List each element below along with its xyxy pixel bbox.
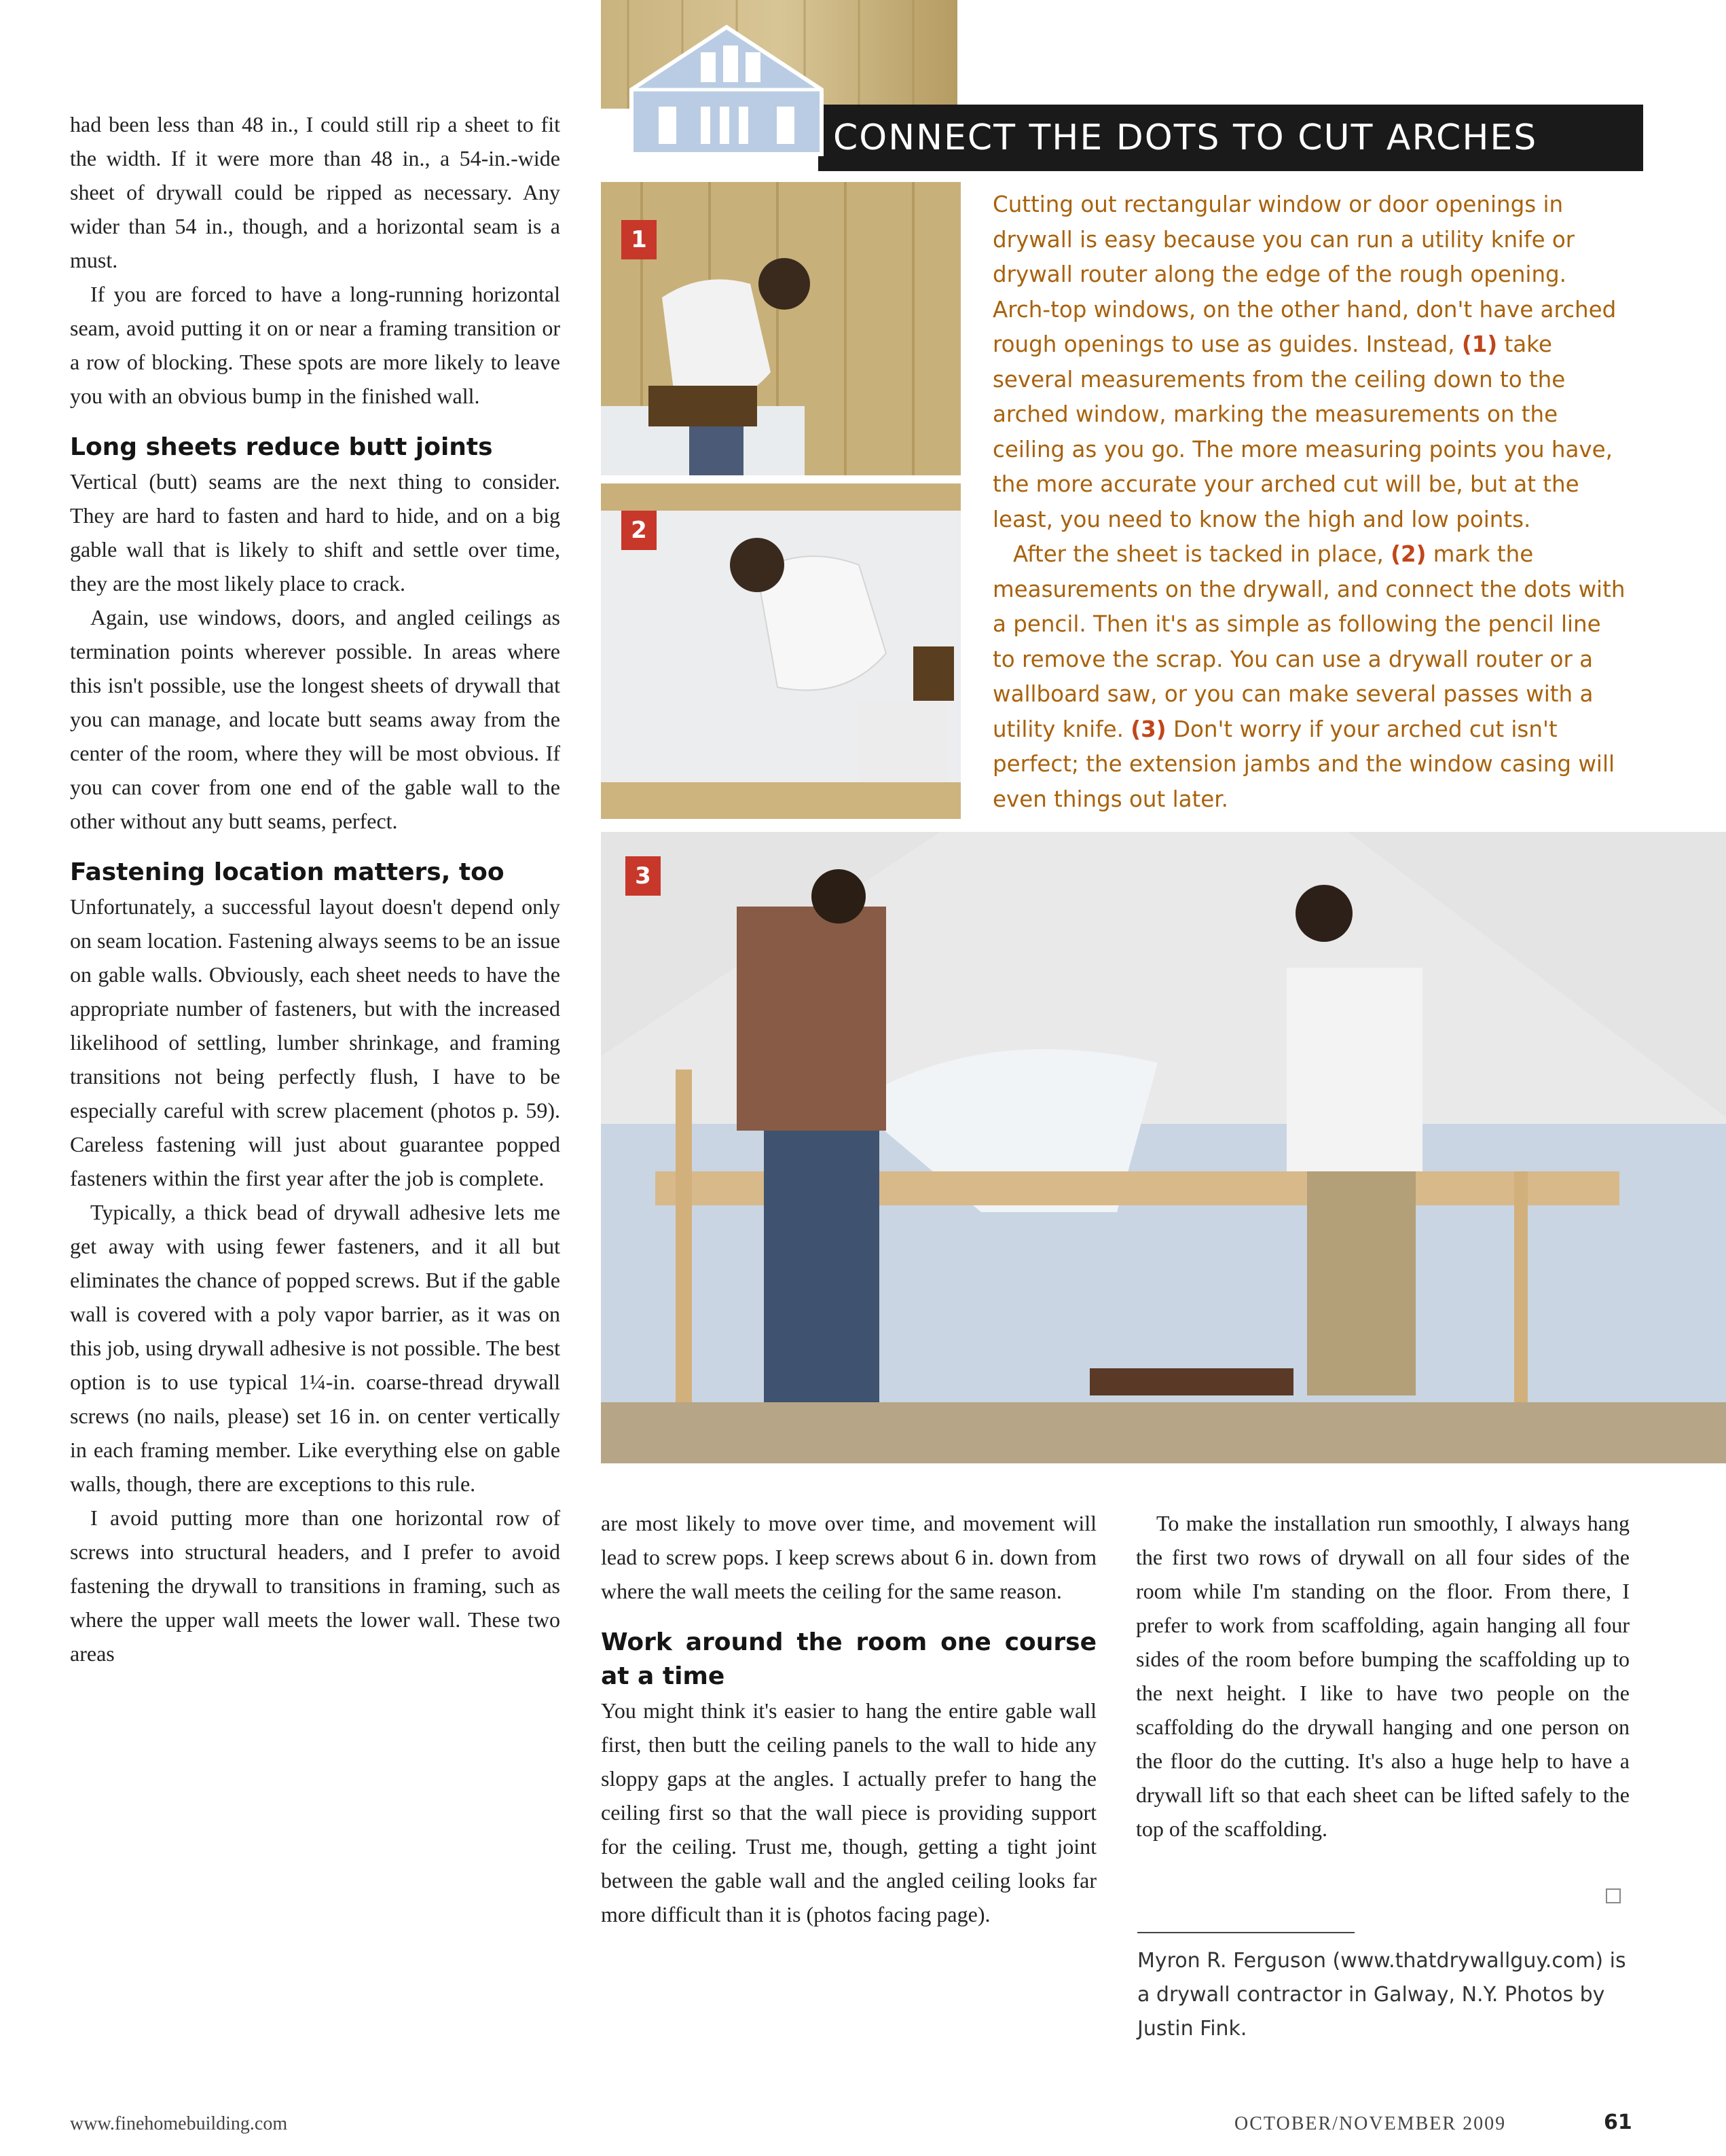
col1-paragraph-1: had been less than 48 in., I could still rip a sheet to fit the width. If it were more than 48 in., a 54-in.-wide sheet of drywall could be ripped as necessary. Any wider than 54 in., though, and a horizontal seam is a must. (70, 112, 560, 272)
sidebar-title-bar (818, 105, 1643, 171)
photo-step-1 (601, 182, 961, 475)
column-2 (601, 1506, 1097, 1931)
col1-paragraph-3: Vertical (butt) seams are the next thing to consider. They are hard to fasten and hard to hide, and on a big gable wall that is likely to shift and settle over time, they are the most likely place to crack. (70, 469, 560, 596)
footer-url: www.finehomebuilding.com (70, 2113, 288, 2134)
footer-issue: OCTOBER/NOVEMBER 2009 (1234, 2113, 1507, 2134)
callout-2: (2) (1391, 541, 1427, 567)
heading-work-around-room: Work around the room one course at a time (601, 1628, 1097, 1690)
heading-long-sheets: Long sheets reduce butt joints (70, 433, 493, 461)
col1-paragraph-7: I avoid putting more than one horizontal row of screws into structural headers, and I prefer to avoid fastening the drywall to transitions in framing, such as where the upper wall meets the lower wall. These two areas (70, 1505, 560, 1666)
sidebar-paragraph-2 (993, 537, 1630, 817)
callout-1: (1) (1461, 331, 1498, 357)
col2-paragraph-2: You might think it's easier to hang the entire gable wall first, then butt the ceiling panels to the wall to hide any sloppy gaps at the angles. I actually prefer to hang the ceiling first so that the wall piece is providing support for the ceiling. Trust me, though, getting a tight joint between the gable wall and the angled ceiling looks far more difficult than it is (photos facing page). (601, 1698, 1097, 1926)
sidebar-text-1b: take several measurements from the ceiling down to the arched window, marking the measurements on the ceiling as you go. The more measuring points you have, the more accurate your arched cut will be, but at the least, you need to know the high and low points. (993, 331, 1613, 532)
photo-label-3: 3 (625, 856, 661, 896)
column-1 (70, 107, 560, 1670)
sidebar-text-2c: Don't worry if your arched cut isn't perfect; the extension jambs and the window casing will even things out later. (993, 716, 1615, 812)
col3-paragraph-1: To make the installation run smoothly, I always hang the first two rows of drywall on all four sides of the room while I'm standing on the floor. From there, I prefer to work from scaffolding, again hanging all four sides of the room before bumping the scaffolding up to the next height. I like to have two people on the scaffolding do the drywall hanging and one person on the floor do the cutting. It's also a huge help to have a drywall lift so that each sheet can be lifted safely to the top of the scaffolding. (1136, 1511, 1630, 1841)
photo-label-2: 2 (621, 511, 657, 550)
house-gable-icon (625, 15, 828, 158)
col1-paragraph-5: Unfortunately, a successful layout doesn't depend only on seam location. Fastening always seems to be an issue on gable walls. Obviously, each sheet needs to have the appropriate number of fasteners, but with the increased likelihood of settling, lumber shrinkage, and framing transitions not being perfectly flush, I have to be especially careful with screw placement (photos p. 59). Careless fastening will just about guarantee popped fasteners within the first year after the job is complete. (70, 894, 560, 1190)
photo-step-3 (601, 832, 1726, 1463)
col1-paragraph-6: Typically, a thick bead of drywall adhesive lets me get away with using fewer fasteners, and it all but eliminates the chance of popped screws. But if the gable wall is covered with a poly vapor barrier, as it was on this job, using drywall adhesive is not possible. The best option is to use typical 1¼-in. coarse-thread drywall screws (no nails, please) set 16 in. on center vertically in each framing member. Like everything else on gable walls, though, there are exceptions to this rule. (70, 1200, 561, 1496)
sidebar-paragraph-1 (993, 187, 1630, 537)
page-number: 61 (1604, 2111, 1632, 2134)
author-bio: Myron R. Ferguson (www.thatdrywallguy.com) is a drywall contractor in Galway, N.Y. Photos by Justin Fink. (1137, 1949, 1626, 2041)
end-mark-icon (1606, 1888, 1621, 1903)
sidebar-title: CONNECT THE DOTS TO CUT ARCHES (833, 117, 1538, 158)
callout-3: (3) (1131, 716, 1167, 742)
photo-label-1: 1 (621, 220, 657, 259)
col2-paragraph-1: are most likely to move over time, and movement will lead to screw pops. I keep screws about 6 in. down from where the wall meets the ceiling for the same reason. (601, 1511, 1097, 1603)
sidebar-text-2b: mark the measurements on the drywall, and connect the dots with a pencil. Then it's as simple as following the pencil line to remove the scrap. You can use a drywall router or a wallboard saw, or you can make several passes with a utility knife. (993, 541, 1626, 742)
sidebar-text (993, 187, 1630, 817)
col1-paragraph-2: If you are forced to have a long-running horizontal seam, avoid putting it on or near a framing transition or a row of blocking. These spots are more likely to leave you with an obvious bump in the finished wall. (70, 282, 560, 408)
sidebar-text-2a: After the sheet is tacked in place, (1013, 541, 1391, 567)
col1-paragraph-4: Again, use windows, doors, and angled ceilings as termination points wherever possible. In areas where this isn't possible, use the longest sheets of drywall that you can manage, and locate butt seams away from the center of the room, where they will be most obvious. If you can cover from one end of the gable wall to the other without any butt seams, perfect. (70, 605, 560, 833)
bio-divider (1137, 1932, 1355, 1933)
photo-step-2 (601, 483, 961, 819)
heading-fastening-location: Fastening location matters, too (70, 858, 504, 886)
column-3 (1136, 1506, 1630, 1846)
sidebar-text-1a: Cutting out rectangular window or door openings in drywall is easy because you can run a utility knife or drywall router along the edge of the rough opening. Arch-top windows, on the other hand, don't have arched rough openings to use as guides. Instead, (993, 191, 1617, 357)
